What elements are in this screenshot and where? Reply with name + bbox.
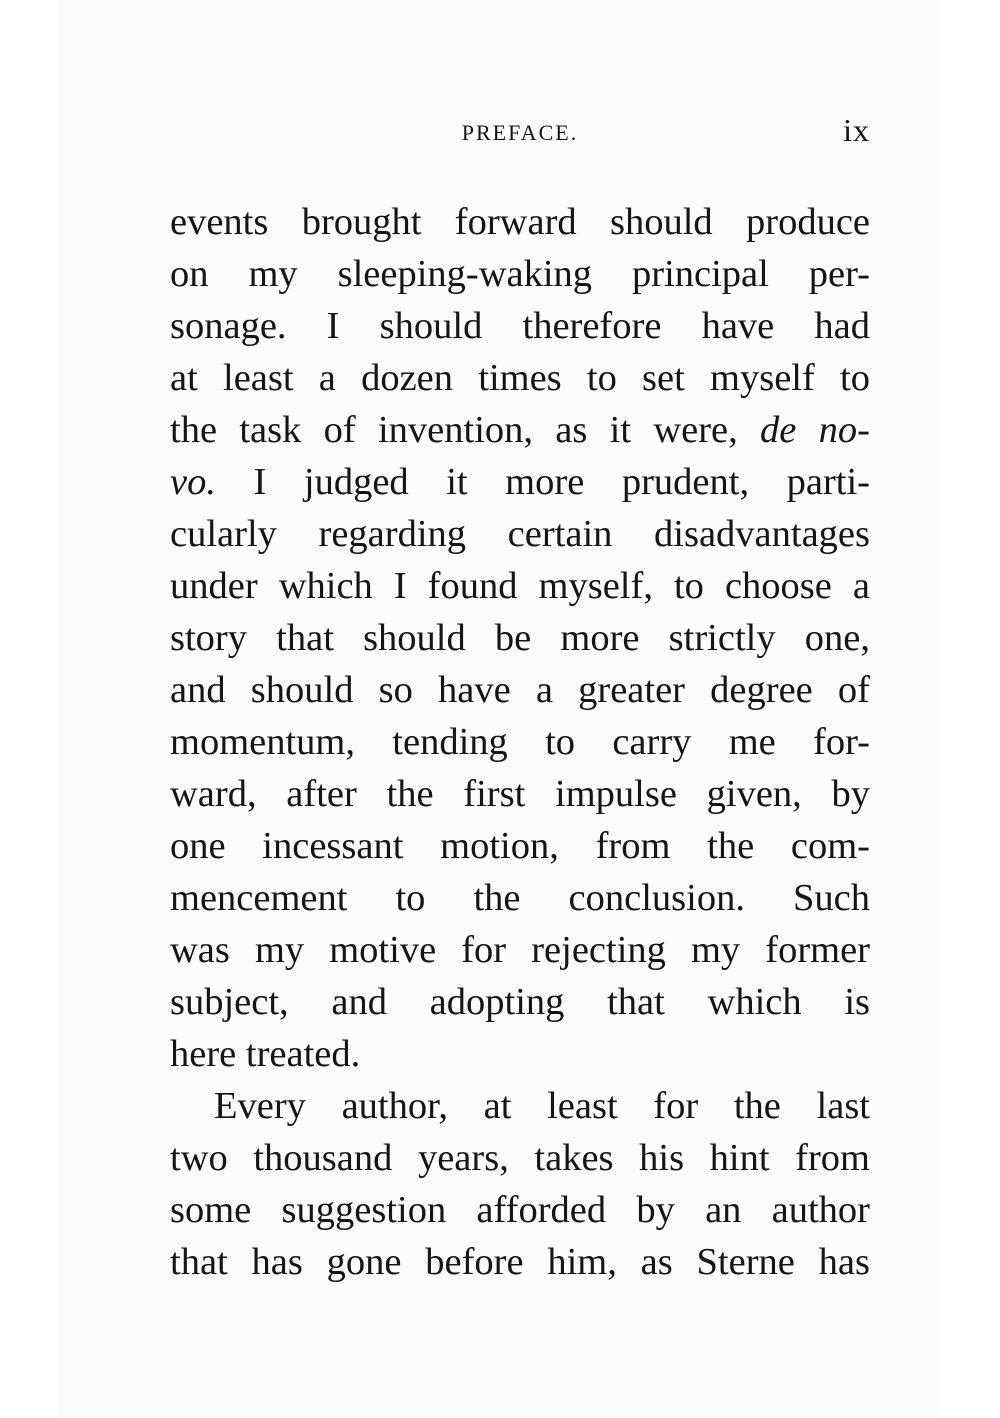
running-head: PREFACE. [461,120,579,145]
text-line: mencement to the conclusion. Such [170,877,870,919]
text-line: cularly regarding certain disadvantages [170,513,870,555]
text-line: on my sleeping-waking principal per- [170,253,870,295]
italic-text: de no- [760,409,870,451]
text-line: story that should be more strictly one, [170,617,870,659]
text-segment: I judged it more prudent, parti- [215,461,870,503]
italic-text: vo. [170,461,216,503]
page-header [170,112,870,152]
text-line: ward, after the first impulse given, by [170,773,870,815]
text-line: two thousand years, takes his hint from [170,1137,870,1179]
text-line: here treated. [170,1033,361,1075]
scan-margin-right [940,0,1000,1418]
text-line [170,456,870,508]
page-number: ix [843,112,870,148]
text-line: some suggestion afforded by an author [170,1189,870,1231]
text-line: at least a dozen times to set myself to [170,357,870,399]
text-line [170,404,870,456]
paragraph-2 [170,1080,870,1288]
text-line: events brought forward should produce [170,201,870,243]
text-line: and should so have a greater degree of [170,669,870,711]
text-line: momentum, tending to carry me for- [170,721,870,763]
scan-margin-left [0,0,58,1418]
text-segment: the task of invention, as it were, [170,409,761,451]
text-line: Every author, at least for the last [214,1085,870,1127]
text-line: was my motive for rejecting my former [170,929,870,971]
text-line: sonage. I should therefore have had [170,305,870,347]
text-line: subject, and adopting that which is [170,981,870,1023]
text-line: under which I found myself, to choose a [170,565,870,607]
text-line: one incessant motion, from the com- [170,825,870,867]
body-text [170,196,870,1288]
paragraph-1 [170,196,870,1080]
text-line: that has gone before him, as Sterne has [170,1241,870,1283]
